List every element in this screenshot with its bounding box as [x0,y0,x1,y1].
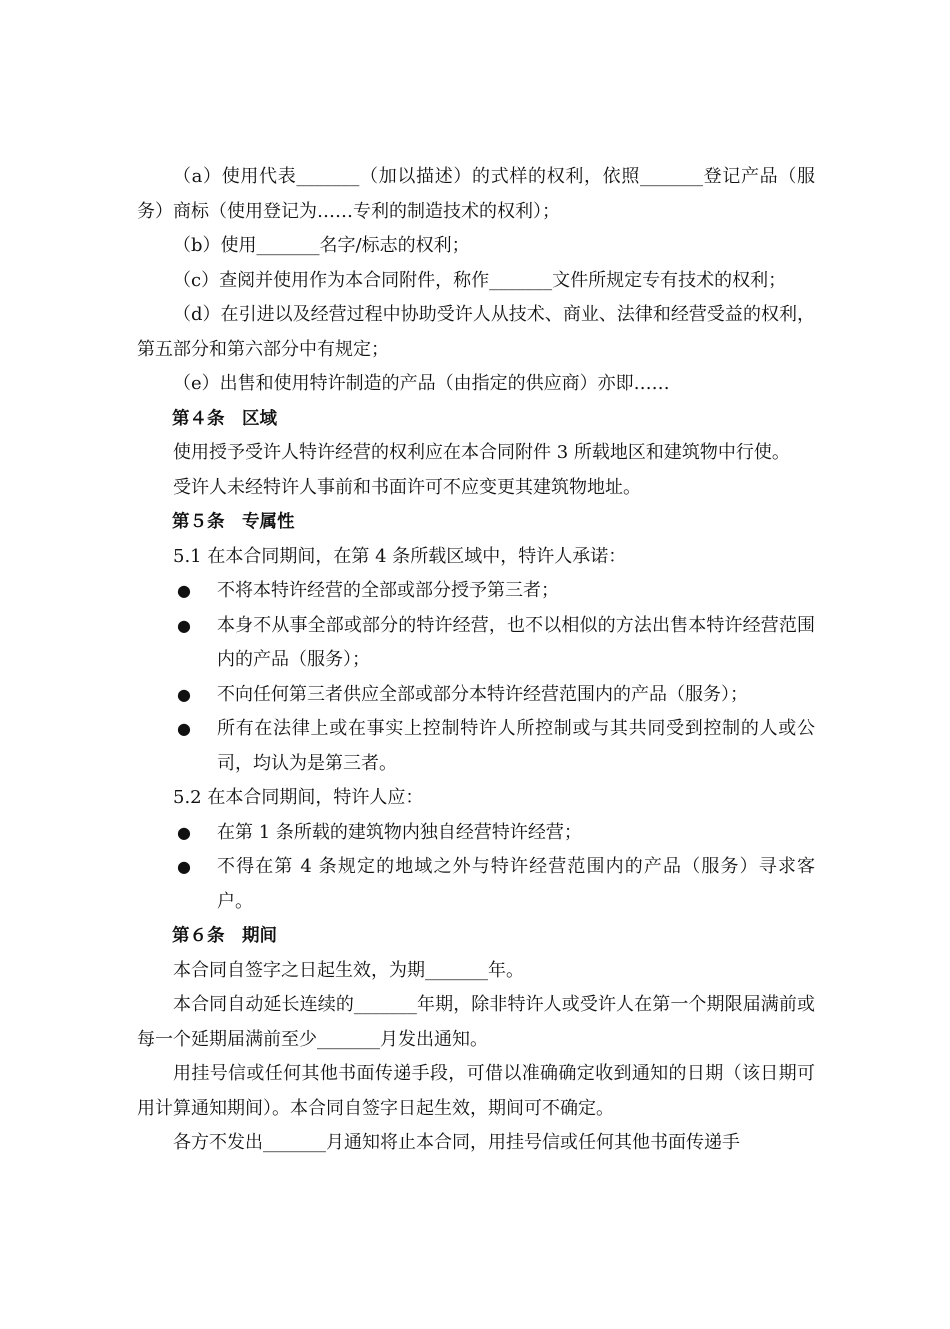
list-item-text: 在第 1 条所载的建筑物内独自经营特许经营； [217,821,582,843]
paragraph-b: （b）使用_______名字/标志的权利； [173,235,470,256]
document-body [137,160,815,1161]
list-item [137,850,815,919]
paragraph-e: （e）出售和使用特许制造的产品（由指定的供应商）亦即…… [173,373,670,394]
list-item-text: 不向任何第三者供应全部或部分本特许经营范围内的产品（服务）； [217,683,748,705]
paragraph-d: （d）在引进以及经营过程中协助受许人从技术、商业、法律和经营受益的权利，第五部分和第六部分中有规定； [137,304,815,360]
bullet-icon: ● [177,822,191,842]
paragraph: 使用授予受许人特许经营的权利应在本合同附件 3 所载地区和建筑物中行使。 [173,442,790,463]
bullet-icon: ● [177,719,191,738]
bullet-icon: ● [177,581,191,600]
paragraph: 受许人未经特许人事前和书面许可不应变更其建筑物地址。 [173,476,641,498]
paragraph: 本合同自动延长连续的_______年期，除非特许人或受许人在第一个期限届满前或每一个延期届满前至少_______月发出通知。 [137,994,815,1050]
list-item-text: 所有在法律上或在事实上控制特许人所控制或与其共同受到控制的人或公司，均认为是第三者。 [217,718,815,774]
section-heading-4: 第４条 区域 [172,408,277,429]
list-item-text: 不将本特许经营的全部或部分授予第三者； [217,580,559,601]
clause-5-1: 5.1 在本合同期间，在第 4 条所载区域中，特许人承诺： [173,545,627,567]
paragraph: 各方不发出_______月通知将止本合同，用挂号信或任何其他书面传递手 [173,1132,740,1153]
paragraph-c: （c）查阅并使用作为本合同附件，称作_______文件所规定专有技术的权利； [173,269,787,291]
list-item [137,712,815,781]
bullet-icon: ● [177,615,191,635]
section-heading-6: 第６条 期间 [172,926,277,946]
clause-5-2: 5.2 在本合同期间，特许人应： [173,787,424,808]
paragraph-a: （a）使用代表_______（加以描述）的式样的权利，依照_______登记产品（服务）商标（使用登记为……专利的制造技术的权利）； [137,166,815,222]
list-item-text: 本身不从事全部或部分的特许经营，也不以相似的方法出售本特许经营范围内的产品（服务）； [217,614,815,670]
list-item [137,816,815,851]
list-item [137,609,815,678]
list-item [137,678,815,713]
bullet-icon: ● [177,857,191,876]
paragraph: 本合同自签字之日起生效，为期_______年。 [173,959,524,981]
list-item [137,574,815,609]
section-heading-5: 第５条 专属性 [172,512,295,532]
list-item-text: 不得在第 4 条规定的地域之外与特许经营范围内的产品（服务）寻求客户。 [217,856,815,912]
paragraph: 用挂号信或任何其他书面传递手段，可借以准确确定收到通知的日期（该日期可用计算通知期间）。本合同自签字日起生效，期间可不确定。 [137,1063,815,1119]
bullet-icon: ● [177,684,191,704]
